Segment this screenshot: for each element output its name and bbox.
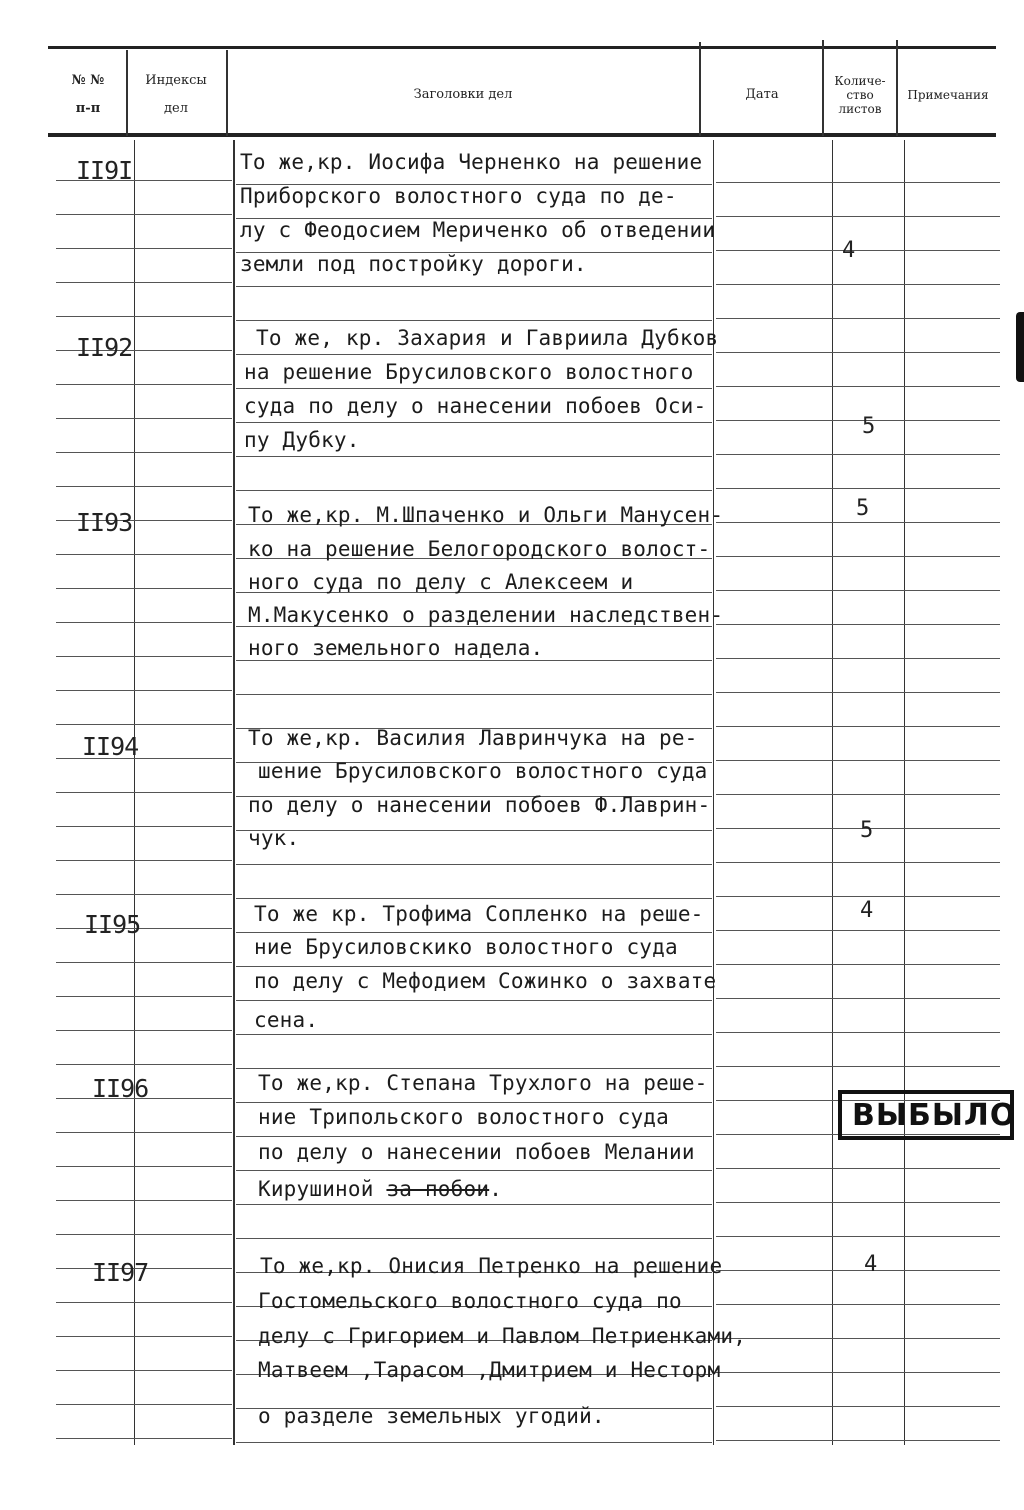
record-number: II92 bbox=[76, 333, 133, 362]
record-title-line: лу с Феодосием Мериченко об отведении bbox=[240, 218, 716, 242]
record-title-line: ного суда по делу с Алексеем и bbox=[248, 570, 634, 594]
row-rule bbox=[236, 1442, 712, 1443]
row-rule bbox=[56, 214, 232, 215]
row-rule bbox=[716, 794, 1000, 795]
withdrawn-stamp: ВЫБЫЛО bbox=[838, 1090, 1014, 1140]
record-number: II93 bbox=[76, 508, 133, 537]
record-title-line: по делу о нанесении побоев Ф.Лаврин- bbox=[248, 793, 711, 817]
row-rule bbox=[56, 1404, 232, 1405]
row-rule bbox=[716, 896, 1000, 897]
row-rule bbox=[716, 318, 1000, 319]
header-number-line1: № № bbox=[71, 73, 105, 88]
record-title-line: о разделе земельных угодий. bbox=[258, 1404, 605, 1428]
row-rule bbox=[56, 1166, 232, 1167]
header-sheets bbox=[824, 58, 896, 132]
row-rule bbox=[716, 556, 1000, 557]
body-divider-notes bbox=[904, 140, 905, 1445]
row-rule bbox=[236, 864, 712, 865]
row-rule bbox=[236, 1204, 712, 1205]
record-title-line: сена. bbox=[254, 1008, 319, 1032]
record-title-line: ние Брусиловскико волостного суда bbox=[254, 935, 678, 959]
row-rule bbox=[56, 1370, 232, 1371]
row-rule bbox=[56, 1030, 232, 1031]
header-top-rule bbox=[48, 46, 996, 49]
record-number: II97 bbox=[92, 1258, 149, 1287]
row-rule bbox=[716, 488, 1000, 489]
row-rule bbox=[716, 182, 1000, 183]
row-rule bbox=[56, 792, 232, 793]
row-rule bbox=[716, 1202, 1000, 1203]
row-rule bbox=[236, 660, 712, 661]
record-title-tail: . bbox=[489, 1177, 503, 1201]
record-number: II95 bbox=[84, 910, 141, 939]
record-title-line: То же кр. Трофима Сопленко на реше- bbox=[254, 902, 704, 926]
record-title-line: Гостомельского волостного суда по bbox=[258, 1289, 682, 1313]
row-rule bbox=[716, 386, 1000, 387]
header-index-line2: дел bbox=[164, 101, 188, 116]
row-rule bbox=[716, 1270, 1000, 1271]
record-sheets: 4 bbox=[860, 898, 874, 923]
row-rule bbox=[716, 1168, 1000, 1169]
header-date-text: Дата bbox=[745, 87, 779, 102]
record-title-line: То же,кр. М.Шпаченко и Ольги Манусен- bbox=[248, 503, 724, 527]
record-title-line: по делу о нанесении побоев Мелании bbox=[258, 1140, 695, 1164]
row-rule bbox=[236, 286, 712, 287]
record-title-line: Матвеем ,Тарасом ,Дмитрием и Несторм bbox=[258, 1358, 721, 1382]
record-title-text: Кирушиной bbox=[258, 1177, 374, 1201]
body-divider-titles bbox=[233, 140, 235, 1445]
row-rule bbox=[716, 1304, 1000, 1305]
row-rule bbox=[716, 862, 1000, 863]
row-rule bbox=[716, 624, 1000, 625]
row-rule bbox=[236, 1170, 712, 1171]
record-title-line: Приборского волостного суда по де- bbox=[240, 184, 677, 208]
row-rule bbox=[236, 1000, 712, 1001]
row-rule bbox=[56, 554, 232, 555]
record-sheets: 4 bbox=[842, 238, 856, 263]
row-rule bbox=[56, 860, 232, 861]
row-rule bbox=[56, 282, 232, 283]
row-rule bbox=[716, 930, 1000, 931]
body-divider-sheets bbox=[832, 140, 833, 1445]
row-rule bbox=[56, 316, 232, 317]
row-rule bbox=[236, 1238, 712, 1239]
row-rule bbox=[716, 590, 1000, 591]
row-rule bbox=[56, 826, 232, 827]
row-rule bbox=[716, 1372, 1000, 1373]
header-sheets-line2: ство bbox=[846, 88, 874, 102]
row-rule bbox=[236, 388, 712, 389]
row-rule bbox=[716, 964, 1000, 965]
record-title-line: То же,кр. Василия Лавринчука на ре- bbox=[248, 726, 698, 750]
header-number bbox=[50, 58, 126, 132]
record-title-line: То же,кр. Степана Трухлого на реше- bbox=[258, 1071, 708, 1095]
row-rule bbox=[56, 384, 232, 385]
row-rule bbox=[56, 248, 232, 249]
record-title-line: пу Дубку. bbox=[244, 428, 360, 452]
row-rule bbox=[716, 828, 1000, 829]
row-rule bbox=[716, 1406, 1000, 1407]
header-date bbox=[702, 58, 822, 132]
row-rule bbox=[236, 932, 712, 933]
record-title-line bbox=[258, 1177, 502, 1201]
header-sheets-line3: листов bbox=[838, 102, 882, 116]
row-rule bbox=[56, 690, 232, 691]
record-title-line: М.Макусенко о разделении наследствен- bbox=[248, 603, 724, 627]
row-rule bbox=[716, 1338, 1000, 1339]
scan-edge-mark bbox=[1016, 312, 1024, 382]
record-title-line: То же,кр. Онисия Петренко на решение bbox=[260, 1254, 723, 1278]
row-rule bbox=[56, 1336, 232, 1337]
record-title-line: То же, кр. Захария и Гавриила Дубков bbox=[256, 326, 719, 350]
row-rule bbox=[56, 962, 232, 963]
header-index bbox=[128, 58, 224, 132]
record-title-line: на решение Брусиловского волостного bbox=[244, 360, 694, 384]
row-rule bbox=[236, 966, 712, 967]
record-sheets: 5 bbox=[860, 818, 874, 843]
row-rule bbox=[56, 486, 232, 487]
header-divider bbox=[896, 40, 898, 136]
header-divider bbox=[822, 40, 824, 136]
header-divider bbox=[699, 42, 701, 136]
row-rule bbox=[56, 1132, 232, 1133]
header-sheets-line1: Количе- bbox=[834, 74, 886, 88]
row-rule bbox=[56, 452, 232, 453]
record-title-line: ного земельного надела. bbox=[248, 636, 544, 660]
row-rule bbox=[716, 250, 1000, 251]
row-rule bbox=[716, 1440, 1000, 1441]
row-rule bbox=[236, 830, 712, 831]
row-rule bbox=[716, 998, 1000, 999]
struck-text: за побои bbox=[386, 1177, 490, 1201]
row-rule bbox=[716, 760, 1000, 761]
header-divider bbox=[126, 50, 128, 136]
row-rule bbox=[716, 692, 1000, 693]
record-title-line: по делу с Мефодием Сожинко о захвате bbox=[254, 969, 717, 993]
row-rule bbox=[716, 522, 1000, 523]
record-title-line: ние Трипольского волостного суда bbox=[258, 1105, 669, 1129]
row-rule bbox=[716, 352, 1000, 353]
row-rule bbox=[56, 1302, 232, 1303]
record-title-line: земли под постройку дороги. bbox=[240, 252, 587, 276]
header-number-line2: п-п bbox=[75, 101, 101, 116]
header-notes-text: Примечания bbox=[907, 88, 989, 102]
row-rule bbox=[56, 656, 232, 657]
record-sheets: 5 bbox=[856, 496, 870, 521]
row-rule bbox=[56, 996, 232, 997]
record-number: II9I bbox=[76, 156, 133, 185]
record-sheets: 5 bbox=[862, 414, 876, 439]
record-number: II96 bbox=[92, 1074, 149, 1103]
row-rule bbox=[716, 658, 1000, 659]
row-rule bbox=[236, 694, 712, 695]
header-titles-text: Заголовки дел bbox=[413, 87, 513, 102]
header-index-line1: Индексы bbox=[145, 73, 207, 88]
row-rule bbox=[716, 420, 1000, 421]
record-sheets: 4 bbox=[864, 1252, 878, 1277]
record-title-line: суда по делу о нанесении побоев Оси- bbox=[244, 394, 707, 418]
row-rule bbox=[56, 1064, 232, 1065]
record-title-line: делу с Григорием и Павлом Петриенками, bbox=[258, 1324, 747, 1348]
row-rule bbox=[236, 1102, 712, 1103]
row-rule bbox=[716, 1066, 1000, 1067]
record-number: II94 bbox=[82, 732, 139, 761]
row-rule bbox=[56, 1200, 232, 1201]
record-title-line: То же,кр. Иосифа Черненко на решение bbox=[240, 150, 703, 174]
row-rule bbox=[56, 1234, 232, 1235]
row-rule bbox=[56, 724, 232, 725]
row-rule bbox=[236, 898, 712, 899]
header-titles bbox=[228, 58, 698, 132]
row-rule bbox=[236, 422, 712, 423]
row-rule bbox=[236, 1136, 712, 1137]
row-rule bbox=[56, 588, 232, 589]
row-rule bbox=[716, 284, 1000, 285]
header-notes bbox=[898, 58, 998, 132]
row-rule bbox=[236, 1068, 712, 1069]
row-rule bbox=[716, 454, 1000, 455]
row-rule bbox=[236, 456, 712, 457]
row-rule bbox=[716, 1236, 1000, 1237]
row-rule bbox=[56, 418, 232, 419]
row-rule bbox=[716, 1032, 1000, 1033]
row-rule bbox=[236, 490, 712, 491]
row-rule bbox=[716, 726, 1000, 727]
row-rule bbox=[716, 216, 1000, 217]
header-divider bbox=[226, 50, 228, 136]
header-bottom-rule bbox=[48, 133, 996, 137]
record-title-line: чук. bbox=[248, 826, 300, 850]
row-rule bbox=[236, 320, 712, 321]
record-title-line: шение Брусиловского волостного суда bbox=[258, 759, 708, 783]
row-rule bbox=[56, 1438, 232, 1439]
row-rule bbox=[56, 894, 232, 895]
row-rule bbox=[56, 622, 232, 623]
row-rule bbox=[236, 354, 712, 355]
row-rule bbox=[236, 1034, 712, 1035]
record-title-line: ко на решение Белогородского волост- bbox=[248, 537, 711, 561]
row-rule bbox=[56, 928, 232, 929]
